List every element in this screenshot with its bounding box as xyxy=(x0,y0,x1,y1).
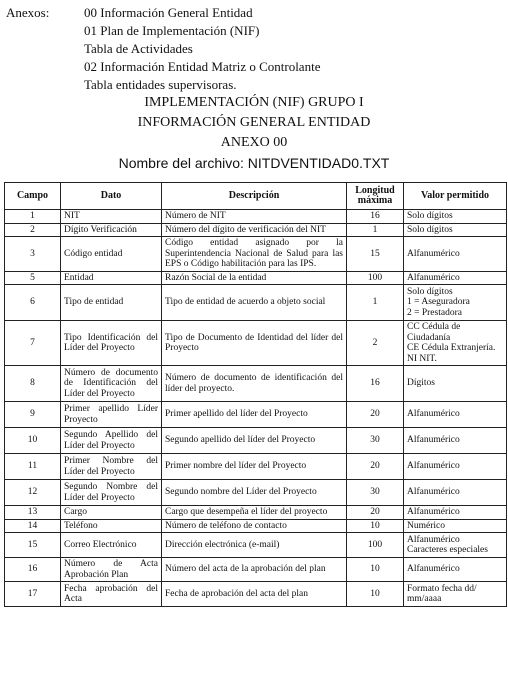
cell-campo: 16 xyxy=(5,558,61,582)
table-row xyxy=(5,271,507,285)
cell-longitud: 15 xyxy=(347,237,404,272)
cell-descripcion: Dirección electrónica (e-mail) xyxy=(162,533,347,558)
cell-valor: Alfanumérico Caracteres especiales xyxy=(404,533,507,558)
table-row xyxy=(5,402,507,428)
cell-dato: Entidad xyxy=(61,271,162,285)
cell-dato: Cargo xyxy=(61,506,162,520)
cell-longitud: 20 xyxy=(347,454,404,480)
cell-dato: Fecha aprobación del Acta xyxy=(61,582,162,607)
table-row xyxy=(5,558,507,582)
cell-dato: Segundo Nombre del Líder del Proyecto xyxy=(61,480,162,506)
cell-descripcion: Número de NIT xyxy=(162,210,347,224)
cell-valor: Solo dígitos 1 = Aseguradora 2 = Prestadora xyxy=(404,285,507,321)
cell-dato: Número de Acta Aprobación Plan xyxy=(61,558,162,582)
cell-dato: Número de documento de Identificación del Líder del Proyecto xyxy=(61,366,162,402)
cell-campo: 17 xyxy=(5,582,61,607)
header-dato: Dato xyxy=(61,183,162,210)
annex-item: Tabla entidades supervisoras. xyxy=(84,77,237,92)
cell-descripcion: Segundo nombre del Líder del Proyecto xyxy=(162,480,347,506)
heading-subtitle: INFORMACIÓN GENERAL ENTIDAD xyxy=(137,115,371,130)
cell-valor: Formato fecha dd/ mm/aaaa xyxy=(404,582,507,607)
cell-dato: Primer apellido Líder Proyecto xyxy=(61,402,162,428)
cell-descripcion: Segundo apellido del líder del Proyecto xyxy=(162,428,347,454)
cell-campo: 10 xyxy=(5,428,61,454)
table-row xyxy=(5,321,507,366)
header-valor: Valor permitido xyxy=(404,183,507,210)
cell-longitud: 20 xyxy=(347,402,404,428)
annex-item: Tabla de Actividades xyxy=(84,41,193,56)
cell-dato: Tipo Identificación del Líder del Proyecto xyxy=(61,321,162,366)
table-row xyxy=(5,480,507,506)
cell-dato: Primer Nombre del Líder del Proyecto xyxy=(61,454,162,480)
cell-descripcion: Fecha de aprobación del acta del plan xyxy=(162,582,347,607)
cell-descripcion: Primer apellido del líder del Proyecto xyxy=(162,402,347,428)
cell-dato: Teléfono xyxy=(61,519,162,533)
table-row xyxy=(5,519,507,533)
cell-campo: 12 xyxy=(5,480,61,506)
cell-descripcion: Número de documento de identificación del líder del proyecto. xyxy=(162,366,347,402)
cell-valor: Alfanumérico xyxy=(404,428,507,454)
file-name: Nombre del archivo: NITDVENTIDAD0.TXT xyxy=(118,155,390,171)
cell-valor: Numérico xyxy=(404,519,507,533)
cell-longitud: 100 xyxy=(347,533,404,558)
table-row xyxy=(5,237,507,272)
cell-dato: Código entidad xyxy=(61,237,162,272)
table-row xyxy=(5,285,507,321)
cell-dato: NIT xyxy=(61,210,162,224)
cell-campo: 2 xyxy=(5,223,61,237)
cell-descripcion: Cargo que desempeña el líder del proyecto xyxy=(162,506,347,520)
cell-longitud: 100 xyxy=(347,271,404,285)
field-spec-table xyxy=(4,182,507,607)
cell-valor: Alfanumérico xyxy=(404,506,507,520)
cell-descripcion: Número del dígito de verificación del NIT xyxy=(162,223,347,237)
cell-dato: Segundo Apellido del Líder del Proyecto xyxy=(61,428,162,454)
annexes-label: Anexos: xyxy=(6,5,50,20)
annex-item: 01 Plan de Implementación (NIF) xyxy=(84,23,260,38)
table-row xyxy=(5,454,507,480)
cell-valor: CC Cédula de Ciudadanía CE Cédula Extranjería. NI NIT. xyxy=(404,321,507,366)
cell-campo: 14 xyxy=(5,519,61,533)
cell-longitud: 10 xyxy=(347,582,404,607)
cell-longitud: 30 xyxy=(347,428,404,454)
cell-longitud: 1 xyxy=(347,285,404,321)
cell-descripcion: Tipo de Documento de Identidad del líder del Proyecto xyxy=(162,321,347,366)
cell-valor: Dígitos xyxy=(404,366,507,402)
cell-descripcion: Número del acta de la aprobación del plan xyxy=(162,558,347,582)
cell-descripcion: Primer nombre del líder del Proyecto xyxy=(162,454,347,480)
cell-valor: Alfanumérico xyxy=(404,237,507,272)
table-body xyxy=(5,210,507,607)
cell-dato: Correo Electrónico xyxy=(61,533,162,558)
cell-campo: 9 xyxy=(5,402,61,428)
cell-campo: 6 xyxy=(5,285,61,321)
cell-campo: 7 xyxy=(5,321,61,366)
cell-longitud: 1 xyxy=(347,223,404,237)
cell-descripcion: Número de teléfono de contacto xyxy=(162,519,347,533)
cell-campo: 13 xyxy=(5,506,61,520)
cell-campo: 11 xyxy=(5,454,61,480)
table-row xyxy=(5,582,507,607)
header-campo: Campo xyxy=(5,183,61,210)
cell-descripcion: Tipo de entidad de acuerdo a objeto social xyxy=(162,285,347,321)
cell-campo: 8 xyxy=(5,366,61,402)
cell-campo: 3 xyxy=(5,237,61,272)
cell-campo: 15 xyxy=(5,533,61,558)
cell-descripcion: Razón Social de la entidad xyxy=(162,271,347,285)
header-longitud: Longitud máxima xyxy=(347,183,404,210)
header-descripcion: Descripción xyxy=(162,183,347,210)
cell-valor: Solo dígitos xyxy=(404,223,507,237)
cell-longitud: 16 xyxy=(347,210,404,224)
table-row xyxy=(5,210,507,224)
cell-campo: 5 xyxy=(5,271,61,285)
document-headings xyxy=(0,93,508,173)
cell-valor: Alfanumérico xyxy=(404,271,507,285)
annex-item: 00 Información General Entidad xyxy=(84,5,253,20)
table-row xyxy=(5,506,507,520)
heading-title: IMPLEMENTACIÓN (NIF) GRUPO I xyxy=(144,95,364,110)
cell-valor: Alfanumérico xyxy=(404,402,507,428)
cell-campo: 1 xyxy=(5,210,61,224)
table-row xyxy=(5,366,507,402)
cell-longitud: 30 xyxy=(347,480,404,506)
cell-dato: Dígito Verificación xyxy=(61,223,162,237)
table-row xyxy=(5,428,507,454)
cell-longitud: 10 xyxy=(347,519,404,533)
table-row xyxy=(5,223,507,237)
cell-valor: Solo dígitos xyxy=(404,210,507,224)
table-header-row xyxy=(5,183,507,210)
cell-longitud: 16 xyxy=(347,366,404,402)
cell-longitud: 20 xyxy=(347,506,404,520)
cell-valor: Alfanumérico xyxy=(404,454,507,480)
cell-valor: Alfanumérico xyxy=(404,558,507,582)
cell-dato: Tipo de entidad xyxy=(61,285,162,321)
table-row xyxy=(5,533,507,558)
heading-annex: ANEXO 00 xyxy=(220,135,288,150)
annexes-list xyxy=(84,4,414,94)
cell-longitud: 10 xyxy=(347,558,404,582)
annex-item: 02 Información Entidad Matriz o Controlante xyxy=(84,59,321,74)
cell-descripcion: Código entidad asignado por la Superintendencia Nacional de Salud para las EPS o Código habilitación para las IPS. xyxy=(162,237,347,272)
cell-longitud: 2 xyxy=(347,321,404,366)
cell-valor: Alfanumérico xyxy=(404,480,507,506)
